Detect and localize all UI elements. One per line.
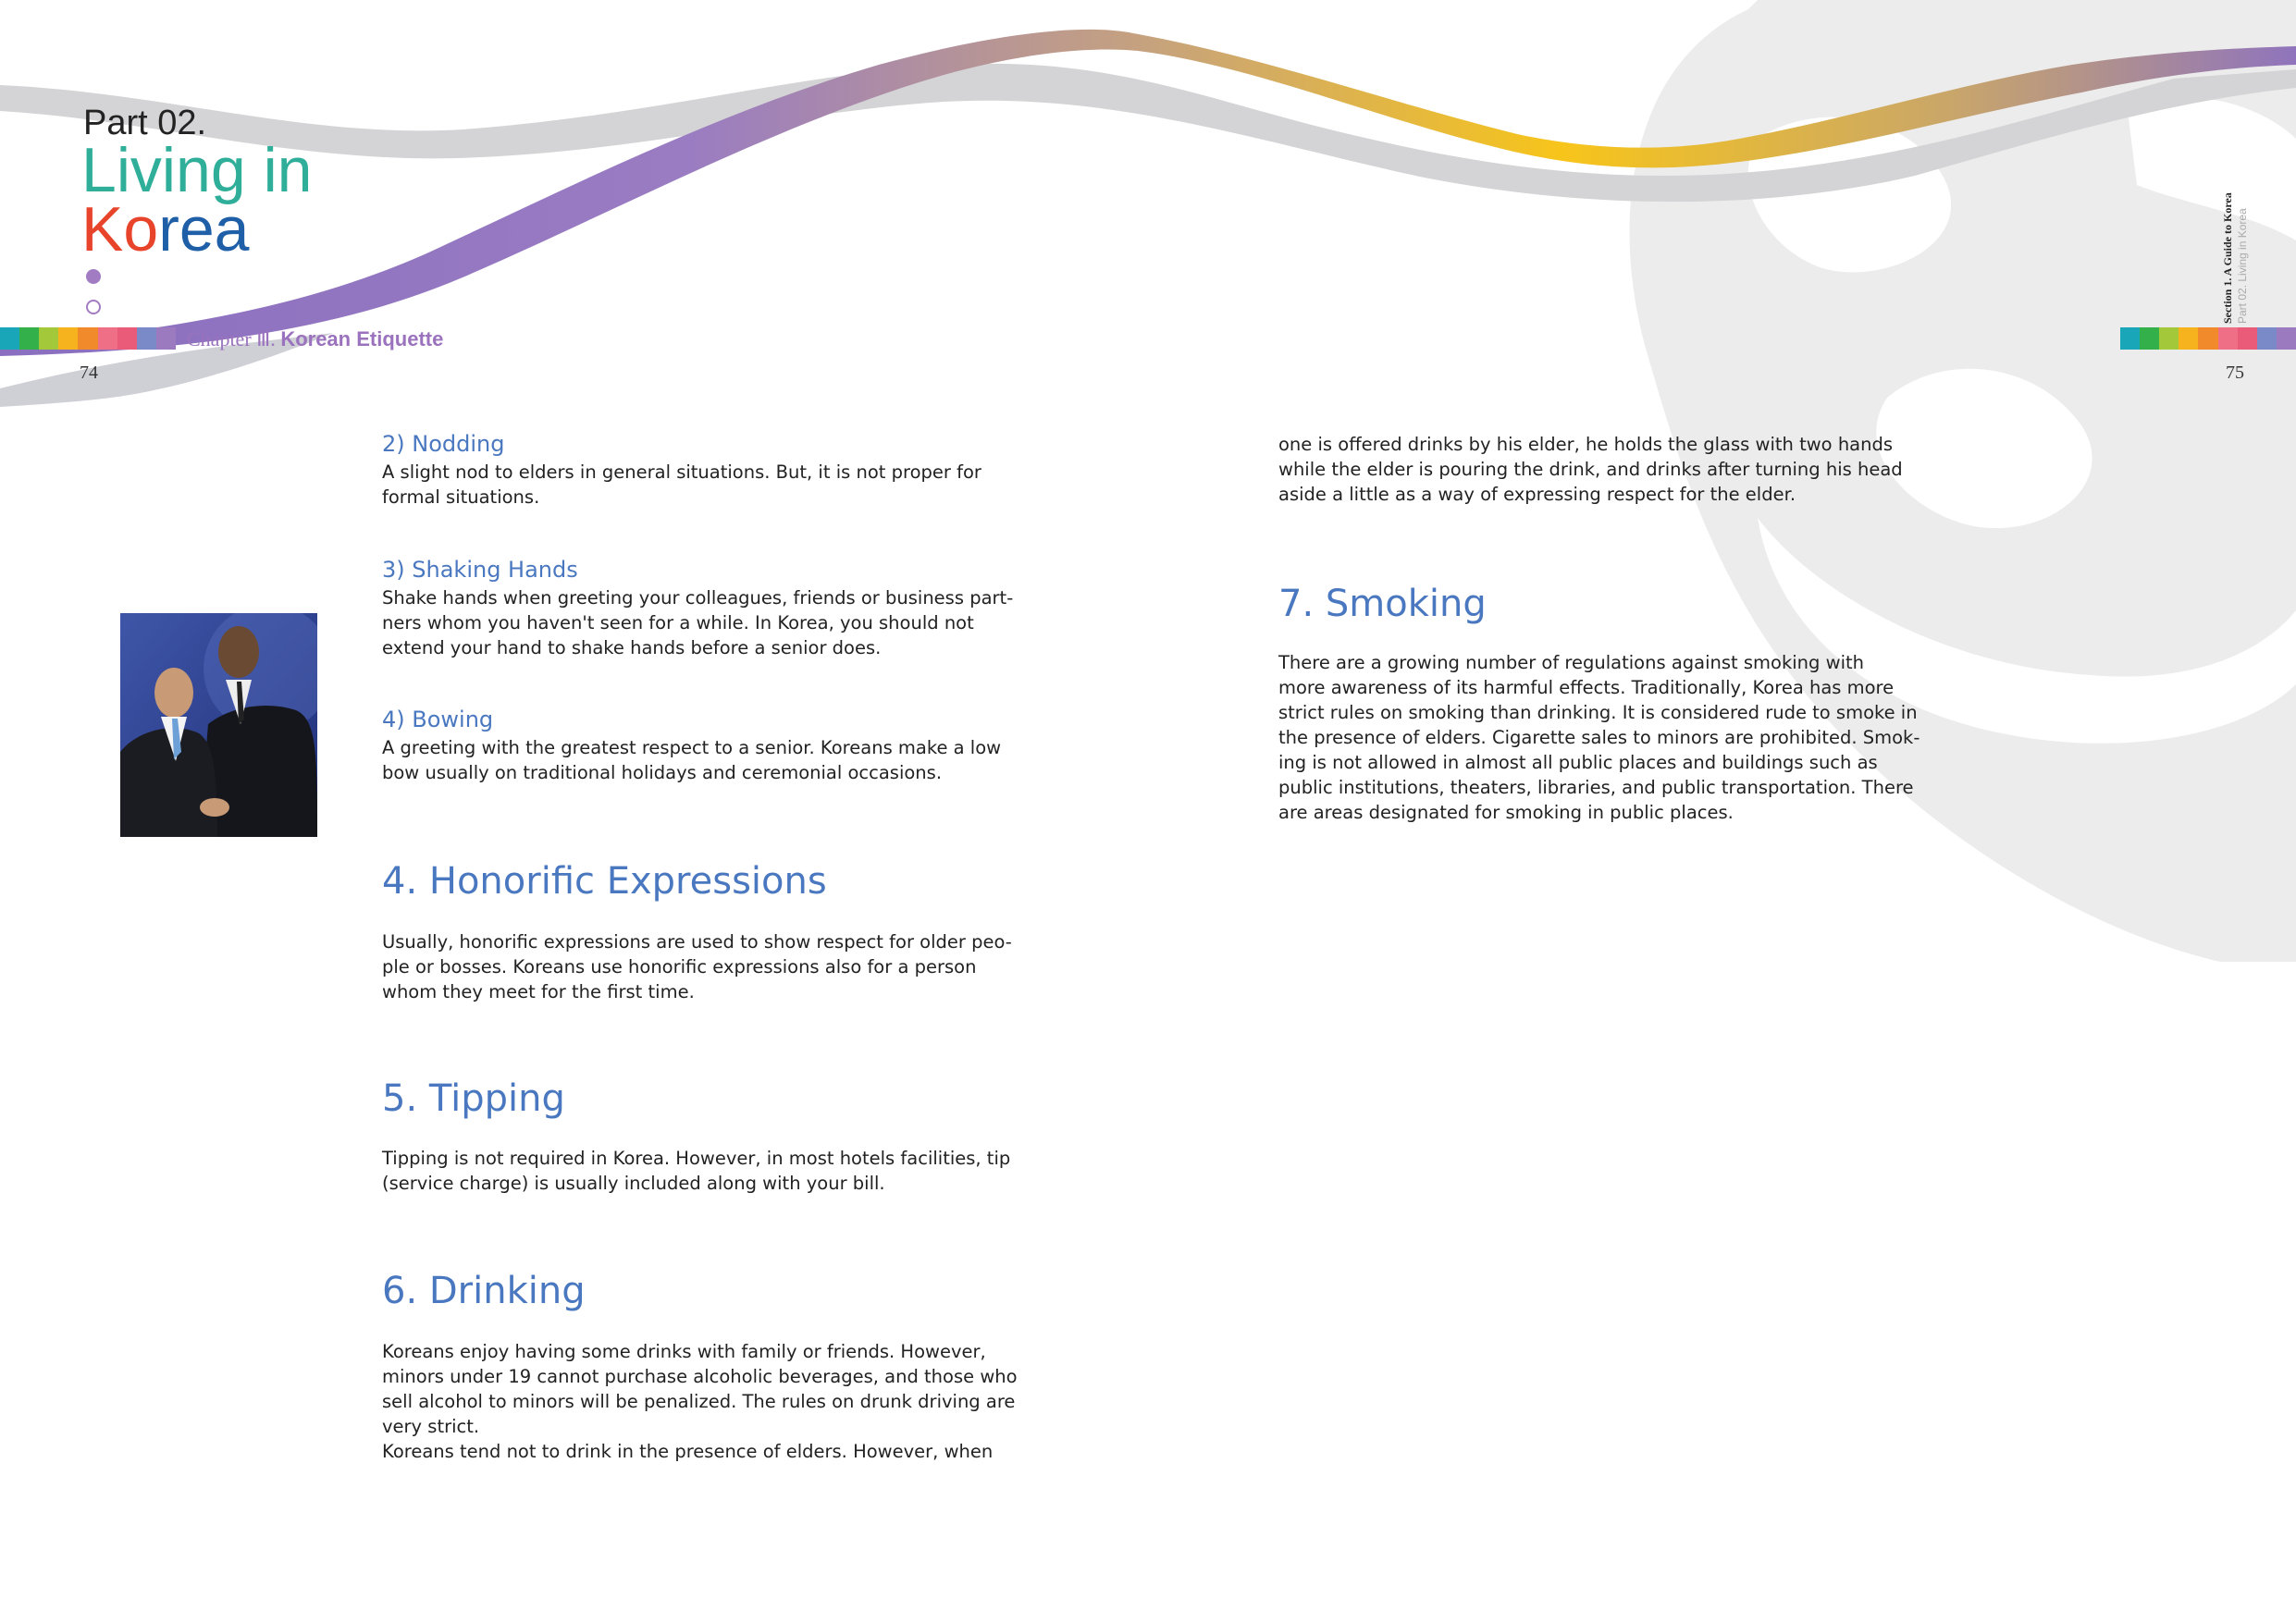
color-strip-left: [0, 327, 176, 350]
side-note: [2220, 139, 2250, 324]
color-strip-segment: [156, 327, 176, 350]
handshake-photo: [120, 613, 317, 837]
color-strip-segment: [2277, 327, 2296, 350]
heading-bowing: 4) Bowing: [382, 707, 494, 732]
color-strip-segment: [117, 327, 137, 350]
color-strip-segment: [2159, 327, 2179, 350]
heading-drinking: 6. Drinking: [382, 1270, 586, 1312]
color-strip-segment: [58, 327, 78, 350]
chapter-title: Korean Etiquette: [280, 327, 444, 350]
body-bowing: A greeting with the greatest respect to a senior. Koreans make a low bow usually on traditional holidays and ceremonial occasions.: [382, 737, 1002, 783]
body-tipping: Tipping is not required in Korea. However, in most hotels facilities, tip (service charge) is usually included along with your bill.: [382, 1148, 1011, 1194]
heading-nodding: 2) Nodding: [382, 431, 505, 457]
photo-two-men-handshake-icon: [120, 613, 317, 837]
title-letter-o: o: [123, 194, 159, 264]
color-strip-segment: [98, 327, 117, 350]
color-strip-segment: [2198, 327, 2217, 350]
page-number-left: 74: [80, 363, 98, 383]
heading-honorific-expressions: 4. Honorific Expressions: [382, 860, 827, 903]
heading-shaking-hands: 3) Shaking Hands: [382, 557, 578, 583]
color-strip-segment: [137, 327, 156, 350]
color-strip-segment: [2179, 327, 2198, 350]
body-drinking-continued: one is offered drinks by his elder, he holds the glass with two hands while the elder is pouring the drink, and drinks after turning his head aside a little as a way of expressing respect for the elder.: [1278, 434, 1903, 505]
page-number-right: 75: [2226, 363, 2244, 383]
color-strip-segment: [2218, 327, 2238, 350]
color-strip-segment: [78, 327, 97, 350]
color-strip-segment: [2257, 327, 2277, 350]
heading-tipping: 5. Tipping: [382, 1077, 565, 1120]
title-letter-k: K: [81, 194, 124, 264]
title-line-2: [81, 194, 250, 264]
title-line-1: Living in: [81, 135, 313, 205]
color-strip-segment: [2238, 327, 2257, 350]
side-note-section: Section 1. A Guide to Korea: [2221, 192, 2234, 324]
body-drinking: Koreans enjoy having some drinks with family or friends. However, minors under 19 cannot purchase alcoholic beverages, and those who sell alcohol to minors will be penalized. The rules on drunk driving are very strict. Koreans tend not to drink in the presence of elders. However, when: [382, 1341, 1018, 1462]
body-shaking-hands: Shake hands when greeting your colleagues, friends or business part- ners whom you haven't seen for a while. In Korea, you should not extend your hand to shake hands before a senior does.: [382, 587, 1014, 658]
color-strip-segment: [39, 327, 58, 350]
body-nodding: A slight nod to elders in general situations. But, it is not proper for formal situations.: [382, 461, 981, 508]
chapter-prefix: Chapter Ⅲ.: [187, 327, 276, 350]
color-strip-segment: [2120, 327, 2140, 350]
color-strip-segment: [0, 327, 19, 350]
filled-dot-icon: [86, 269, 101, 284]
body-honorific-expressions: Usually, honorific expressions are used to show respect for older peo- ple or bosses. Koreans use honorific expressions also for a person whom they meet for the first time.: [382, 931, 1012, 1002]
chapter-heading: [187, 327, 443, 351]
color-strip-segment: [2140, 327, 2159, 350]
color-strip-segment: [19, 327, 39, 350]
body-smoking: There are a growing number of regulations against smoking with more awareness of its harmful effects. Traditionally, Korea has more strict rules on smoking than drinking. It is considered rude to smoke in the presence of elders. Cigarette sales to minors are prohibited. Smok- ing is not allowed in almost all public places and buildings such as public institutions, theaters, libraries, and public transportation. There are areas designated for smoking in public places.: [1278, 652, 1920, 823]
side-note-part: Part 02. Living in Korea: [2236, 208, 2249, 324]
hollow-dot-icon: [86, 300, 101, 314]
heading-smoking: 7. Smoking: [1278, 583, 1487, 625]
color-strip-right: [2120, 327, 2296, 350]
part-label: Part 02.: [83, 104, 207, 142]
title-rest: rea: [158, 194, 250, 264]
